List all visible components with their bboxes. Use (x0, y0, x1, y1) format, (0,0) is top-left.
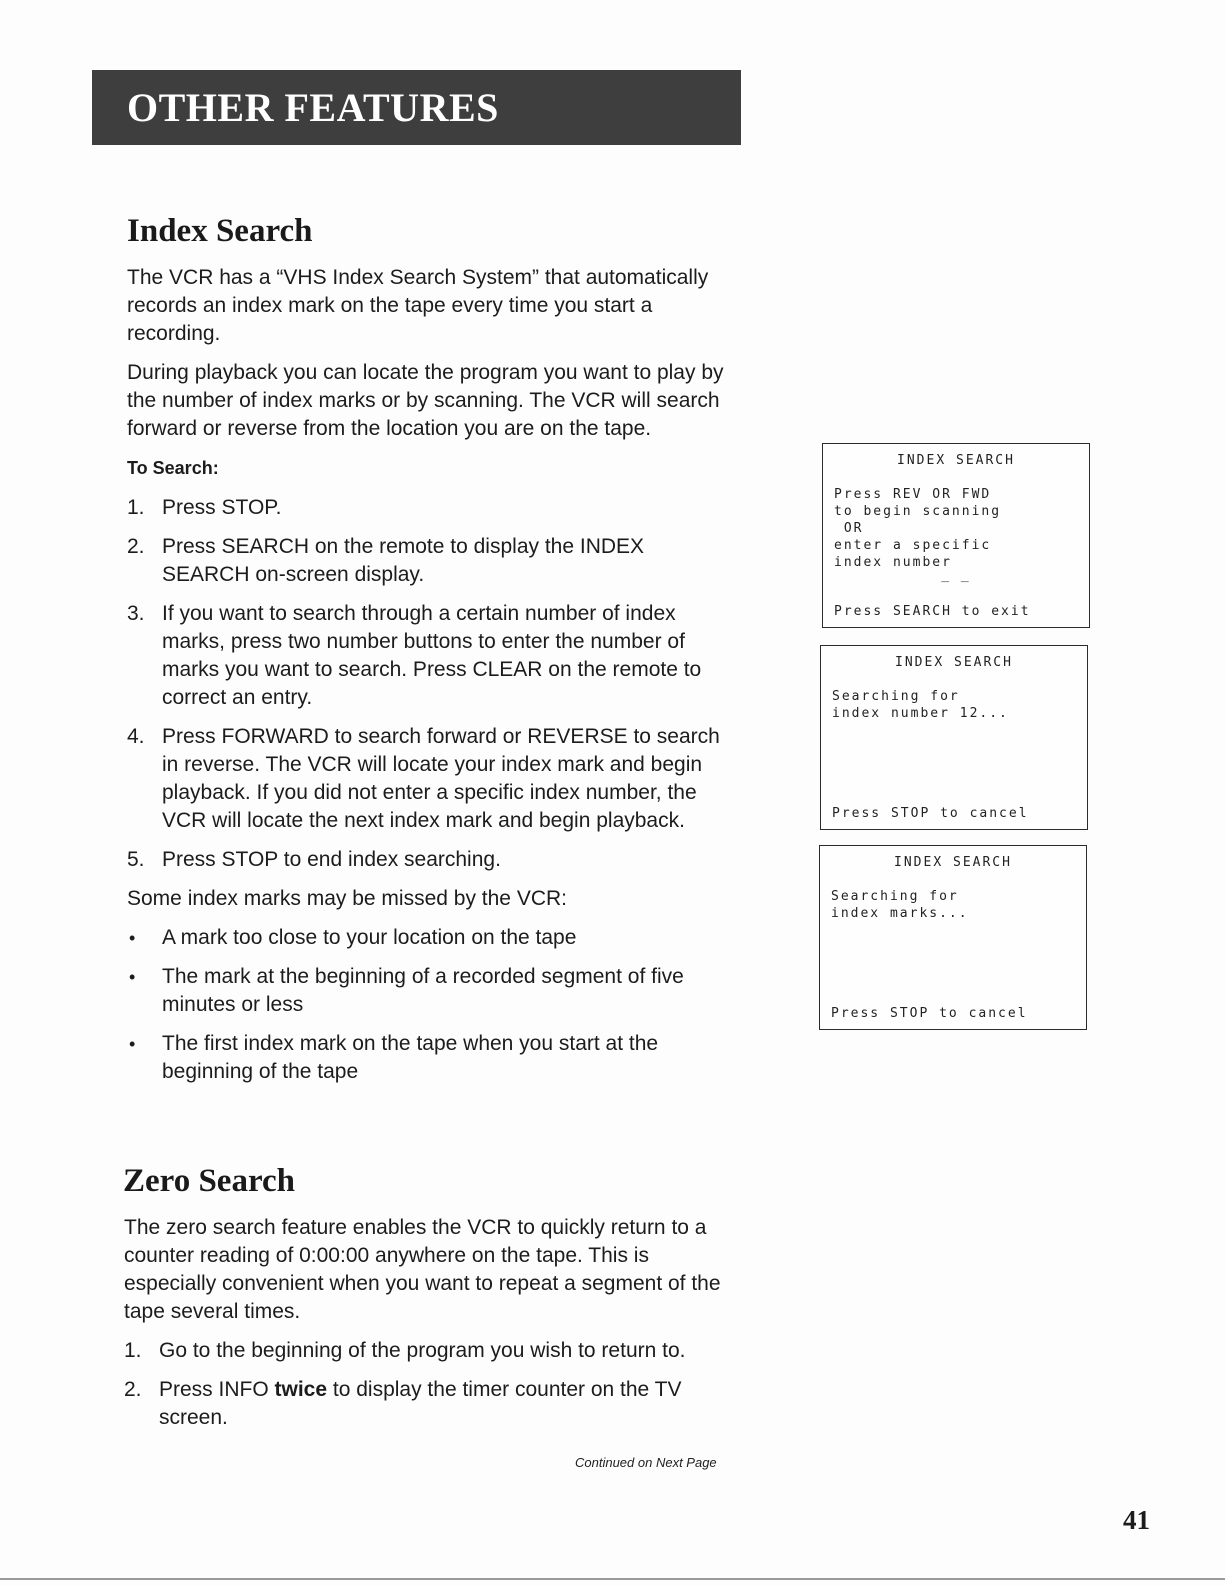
step-number: 4. (127, 725, 145, 748)
page-bottom-rule (0, 1578, 1225, 1580)
step-item (127, 600, 737, 712)
bullet-text: The mark at the beginning of a recorded segment of five minutes or less (162, 965, 684, 1016)
to-search-subheading: To Search: (127, 458, 219, 478)
step-item (127, 723, 737, 835)
osd-body: Searching for index number 12... (832, 689, 1009, 721)
page-number: 41 (1123, 1505, 1150, 1535)
step-text: Press SEARCH on the remote to display the INDEX SEARCH on-screen display. (162, 535, 645, 586)
step-item (124, 1337, 734, 1365)
osd-entry-field: _ _ (941, 568, 971, 583)
step-item (127, 846, 737, 874)
osd-title: INDEX SEARCH (897, 453, 1015, 468)
index-search-steps (127, 494, 737, 874)
osd-index-search-prompt (822, 443, 1090, 628)
bullet-item (127, 924, 737, 952)
bullet-icon: • (129, 1034, 136, 1054)
step-number: 3. (127, 602, 145, 625)
step-number: 1. (124, 1339, 142, 1362)
osd-footer: Press STOP to cancel (831, 1006, 1028, 1021)
step-number: 2. (127, 535, 145, 558)
step-text: to display the timer counter on the TV screen. (159, 1378, 682, 1429)
emphasis-twice: twice (274, 1378, 328, 1401)
osd-title: INDEX SEARCH (895, 655, 1013, 670)
osd-title: INDEX SEARCH (894, 855, 1012, 870)
missed-intro: Some index marks may be missed by the VCR: (127, 887, 567, 910)
step-text: Press FORWARD to search forward or REVERSE to search in reverse. The VCR will locate your index mark and begin playback. If you did not enter a specific index number, the VCR will locate the next index mark and begin playback. (162, 725, 720, 832)
bullet-item (127, 963, 737, 1019)
osd-footer: Press SEARCH to exit (834, 604, 1031, 619)
zero-search-steps (124, 1337, 734, 1432)
section-banner: OTHER FEATURES (92, 70, 741, 145)
bullet-text: The first index mark on the tape when you start at the beginning of the tape (162, 1032, 659, 1083)
osd-searching-marks (819, 845, 1087, 1030)
index-search-section (127, 264, 737, 1097)
zero-search-section (124, 1214, 734, 1443)
step-item (127, 533, 737, 589)
bullet-icon: • (129, 928, 136, 948)
osd-body: Press REV OR FWD to begin scanning OR enter a specific index number (834, 487, 1002, 570)
osd-body: Searching for index marks... (831, 889, 969, 921)
step-text: Go to the beginning of the program you wish to return to. (159, 1339, 686, 1362)
step-item (124, 1376, 734, 1432)
zero-intro: The zero search feature enables the VCR to quickly return to a counter reading of 0:00:00 anywhere on the tape. This is especially convenient when you want to repeat a segment of the tape several times. (124, 1216, 721, 1323)
bullet-text: A mark too close to your location on the tape (162, 926, 577, 949)
bullet-icon: • (129, 967, 136, 987)
intro-paragraph: The VCR has a “VHS Index Search System” that automatically records an index mark on the tape every time you start a recording. (127, 266, 709, 345)
intro-paragraph: During playback you can locate the program you want to play by the number of index marks or by scanning. The VCR will search forward or reverse from the location you are on the tape. (127, 361, 724, 440)
osd-searching-number (820, 645, 1088, 830)
step-number: 2. (124, 1378, 142, 1401)
step-text: Press INFO (159, 1378, 275, 1401)
step-text: If you want to search through a certain number of index marks, press two number buttons to enter the number of marks you want to search. Press CLEAR on the remote to correct an entry. (162, 602, 702, 709)
step-text: Press STOP to end index searching. (162, 848, 501, 871)
continued-note: Continued on Next Page (575, 1455, 717, 1470)
osd-footer: Press STOP to cancel (832, 806, 1029, 821)
index-search-heading: Index Search (127, 213, 313, 249)
bullet-item (127, 1030, 737, 1086)
step-number: 5. (127, 848, 145, 871)
step-number: 1. (127, 496, 145, 519)
step-item (127, 494, 737, 522)
missed-marks-list (127, 924, 737, 1086)
step-text: Press STOP. (162, 496, 282, 519)
zero-search-heading: Zero Search (123, 1163, 296, 1199)
